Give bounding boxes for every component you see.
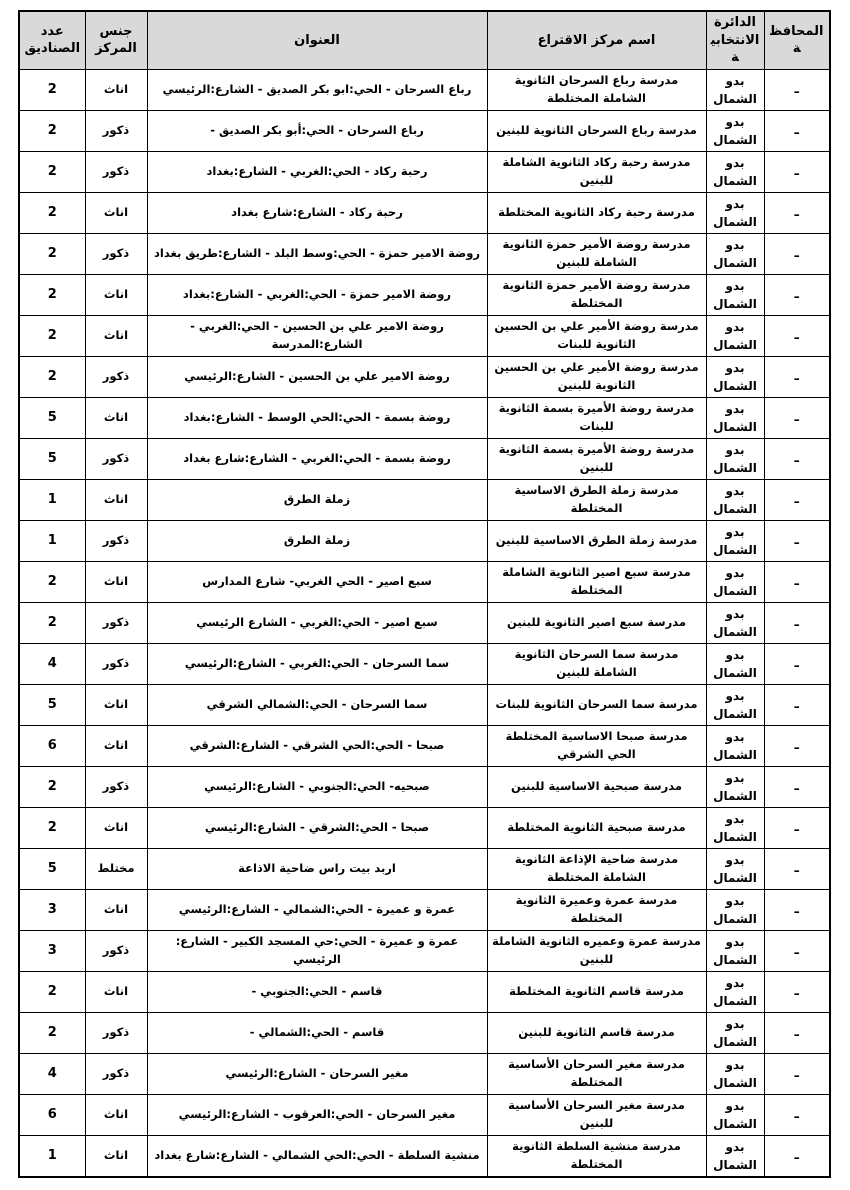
cell-district: بدو الشمال xyxy=(706,889,764,930)
header-row xyxy=(19,11,830,69)
cell-boxes-count: 2 xyxy=(19,274,85,315)
table-row xyxy=(19,561,830,602)
table-row xyxy=(19,69,830,110)
cell-district: بدو الشمال xyxy=(706,110,764,151)
table-row xyxy=(19,438,830,479)
cell-gender: ذكور xyxy=(85,438,147,479)
cell-center-name: مدرسة صبحا الاساسية المختلطة الحي الشرقي xyxy=(487,725,706,766)
table-row xyxy=(19,520,830,561)
cell-governorate: ـ xyxy=(764,643,830,684)
cell-gender: اناث xyxy=(85,889,147,930)
cell-center-name: مدرسة روضة الأمير حمزة الثانوية الشاملة للبنين xyxy=(487,233,706,274)
cell-center-name: مدرسة روضة الأمير علي بن الحسين الثانوية للبنات xyxy=(487,315,706,356)
cell-district: بدو الشمال xyxy=(706,684,764,725)
table-row xyxy=(19,930,830,971)
cell-address: قاسم - الحي:الجنوبي - xyxy=(147,971,487,1012)
cell-boxes-count: 2 xyxy=(19,356,85,397)
table-row xyxy=(19,889,830,930)
table-row xyxy=(19,233,830,274)
cell-boxes-count: 2 xyxy=(19,602,85,643)
table-row xyxy=(19,192,830,233)
cell-center-name: مدرسة روضة الأميرة بسمة الثانوية للبنات xyxy=(487,397,706,438)
cell-governorate: ـ xyxy=(764,684,830,725)
cell-gender: ذكور xyxy=(85,520,147,561)
cell-boxes-count: 2 xyxy=(19,807,85,848)
table-row xyxy=(19,1094,830,1135)
cell-center-name: مدرسة صبحية الثانوية المختلطة xyxy=(487,807,706,848)
cell-district: بدو الشمال xyxy=(706,930,764,971)
cell-address: روضة الامير علي بن الحسين - الشارع:الرئيسي xyxy=(147,356,487,397)
cell-governorate: ـ xyxy=(764,315,830,356)
column-header-center-name: اسم مركز الاقتراع xyxy=(487,11,706,69)
polling-centers-table xyxy=(18,10,831,1178)
cell-governorate: ـ xyxy=(764,930,830,971)
cell-center-name: مدرسة روضة الأمير حمزة الثانوية المختلطة xyxy=(487,274,706,315)
cell-boxes-count: 2 xyxy=(19,766,85,807)
cell-address: روضة بسمة - الحي:الغربي - الشارع:شارع بغداد xyxy=(147,438,487,479)
cell-gender: مختلط xyxy=(85,848,147,889)
cell-address: زملة الطرق xyxy=(147,479,487,520)
cell-gender: ذكور xyxy=(85,602,147,643)
cell-center-name: مدرسة سما السرحان الثانوية للبنات xyxy=(487,684,706,725)
cell-address: زملة الطرق xyxy=(147,520,487,561)
cell-center-name: مدرسة مغير السرحان الأساسية للبنين xyxy=(487,1094,706,1135)
table-row xyxy=(19,356,830,397)
cell-governorate: ـ xyxy=(764,1135,830,1177)
cell-governorate: ـ xyxy=(764,356,830,397)
cell-boxes-count: 6 xyxy=(19,1094,85,1135)
cell-center-name: مدرسة روضة الأمير علي بن الحسين الثانوية للبنين xyxy=(487,356,706,397)
cell-district: بدو الشمال xyxy=(706,438,764,479)
cell-address: سما السرحان - الحي:الشمالي الشرقي xyxy=(147,684,487,725)
cell-district: بدو الشمال xyxy=(706,1053,764,1094)
table-row xyxy=(19,274,830,315)
cell-gender: ذكور xyxy=(85,766,147,807)
cell-address: رحبة ركاد - الحي:الغربي - الشارع:بغداد xyxy=(147,151,487,192)
cell-governorate: ـ xyxy=(764,397,830,438)
cell-center-name: مدرسة زملة الطرق الاساسية للبنين xyxy=(487,520,706,561)
table-header xyxy=(19,11,830,69)
column-header-gender: جنس المركز xyxy=(85,11,147,69)
cell-governorate: ـ xyxy=(764,192,830,233)
cell-boxes-count: 5 xyxy=(19,438,85,479)
cell-boxes-count: 5 xyxy=(19,684,85,725)
cell-center-name: مدرسة سبع اصير الثانوية الشاملة المختلطة xyxy=(487,561,706,602)
cell-center-name: مدرسة منشية السلطة الثانوية المختلطة xyxy=(487,1135,706,1177)
cell-district: بدو الشمال xyxy=(706,848,764,889)
cell-boxes-count: 3 xyxy=(19,889,85,930)
cell-center-name: مدرسة سبع اصير الثانوية للبنين xyxy=(487,602,706,643)
cell-address: مغير السرحان - الشارع:الرئيسي xyxy=(147,1053,487,1094)
cell-governorate: ـ xyxy=(764,725,830,766)
cell-governorate: ـ xyxy=(764,848,830,889)
cell-governorate: ـ xyxy=(764,561,830,602)
cell-gender: اناث xyxy=(85,725,147,766)
cell-governorate: ـ xyxy=(764,520,830,561)
cell-boxes-count: 4 xyxy=(19,643,85,684)
cell-gender: اناث xyxy=(85,684,147,725)
cell-center-name: مدرسة رباع السرحان الثانوية الشاملة المختلطة xyxy=(487,69,706,110)
cell-address: روضة بسمة - الحي:الحي الوسط - الشارع:بغداد xyxy=(147,397,487,438)
table-row xyxy=(19,1053,830,1094)
column-header-governorate: المحافظة xyxy=(764,11,830,69)
table-row xyxy=(19,397,830,438)
cell-center-name: مدرسة رباع السرحان الثانوية للبنين xyxy=(487,110,706,151)
cell-boxes-count: 1 xyxy=(19,520,85,561)
cell-address: سبع اصير - الحي الغربي- شارع المدارس xyxy=(147,561,487,602)
cell-boxes-count: 6 xyxy=(19,725,85,766)
cell-district: بدو الشمال xyxy=(706,192,764,233)
table-row xyxy=(19,315,830,356)
cell-boxes-count: 2 xyxy=(19,151,85,192)
cell-district: بدو الشمال xyxy=(706,1135,764,1177)
cell-district: بدو الشمال xyxy=(706,520,764,561)
cell-gender: اناث xyxy=(85,397,147,438)
cell-gender: اناث xyxy=(85,192,147,233)
cell-gender: ذكور xyxy=(85,356,147,397)
table-row xyxy=(19,643,830,684)
table-row xyxy=(19,602,830,643)
cell-governorate: ـ xyxy=(764,233,830,274)
cell-district: بدو الشمال xyxy=(706,1094,764,1135)
cell-gender: اناث xyxy=(85,69,147,110)
cell-boxes-count: 2 xyxy=(19,315,85,356)
cell-governorate: ـ xyxy=(764,151,830,192)
cell-governorate: ـ xyxy=(764,807,830,848)
cell-district: بدو الشمال xyxy=(706,971,764,1012)
cell-gender: اناث xyxy=(85,1094,147,1135)
table-row xyxy=(19,684,830,725)
cell-governorate: ـ xyxy=(764,1053,830,1094)
cell-address: منشية السلطة - الحي:الحي الشمالي - الشارع:شارع بغداد xyxy=(147,1135,487,1177)
table-row xyxy=(19,1012,830,1053)
cell-boxes-count: 5 xyxy=(19,397,85,438)
cell-center-name: مدرسة عمرة وعميرة الثانوية المختلطة xyxy=(487,889,706,930)
cell-gender: ذكور xyxy=(85,1053,147,1094)
table-row xyxy=(19,807,830,848)
cell-address: رحبة ركاد - الشارع:شارع بغداد xyxy=(147,192,487,233)
cell-address: روضة الامير علي بن الحسين - الحي:الغربي - الشارع:المدرسة xyxy=(147,315,487,356)
cell-governorate: ـ xyxy=(764,69,830,110)
cell-boxes-count: 5 xyxy=(19,848,85,889)
cell-center-name: مدرسة قاسم الثانوية للبنين xyxy=(487,1012,706,1053)
cell-boxes-count: 4 xyxy=(19,1053,85,1094)
table-row xyxy=(19,971,830,1012)
cell-governorate: ـ xyxy=(764,438,830,479)
cell-district: بدو الشمال xyxy=(706,643,764,684)
cell-boxes-count: 2 xyxy=(19,69,85,110)
cell-center-name: مدرسة ضاحية الإذاعة الثانوية الشاملة المختلطة xyxy=(487,848,706,889)
cell-boxes-count: 1 xyxy=(19,479,85,520)
cell-gender: ذكور xyxy=(85,930,147,971)
cell-district: بدو الشمال xyxy=(706,233,764,274)
cell-address: رباع السرحان - الحي:أبو بكر الصديق - xyxy=(147,110,487,151)
cell-address: اربد بيت راس ضاحية الاذاعة xyxy=(147,848,487,889)
cell-governorate: ـ xyxy=(764,971,830,1012)
cell-address: عمرة و عميرة - الحي:حي المسجد الكبير - الشارع: الرئيسي xyxy=(147,930,487,971)
cell-address: روضة الامير حمزة - الحي:الغربي - الشارع:بغداد xyxy=(147,274,487,315)
cell-district: بدو الشمال xyxy=(706,397,764,438)
cell-address: سما السرحان - الحي:الغربي - الشارع:الرئيسي xyxy=(147,643,487,684)
cell-boxes-count: 2 xyxy=(19,110,85,151)
cell-boxes-count: 2 xyxy=(19,971,85,1012)
table-row xyxy=(19,1135,830,1177)
cell-center-name: مدرسة مغير السرحان الأساسية المختلطة xyxy=(487,1053,706,1094)
cell-district: بدو الشمال xyxy=(706,561,764,602)
cell-center-name: مدرسة سما السرحان الثانوية الشاملة للبنين xyxy=(487,643,706,684)
cell-gender: ذكور xyxy=(85,1012,147,1053)
cell-address: قاسم - الحي:الشمالي - xyxy=(147,1012,487,1053)
cell-gender: اناث xyxy=(85,274,147,315)
cell-district: بدو الشمال xyxy=(706,69,764,110)
cell-address: مغير السرحان - الحي:العرقوب - الشارع:الرئيسي xyxy=(147,1094,487,1135)
cell-district: بدو الشمال xyxy=(706,807,764,848)
cell-boxes-count: 2 xyxy=(19,233,85,274)
column-header-district: الدائرة الانتخابية xyxy=(706,11,764,69)
cell-gender: اناث xyxy=(85,479,147,520)
cell-address: رباع السرحان - الحي:ابو بكر الصديق - الشارع:الرئيسي xyxy=(147,69,487,110)
cell-gender: اناث xyxy=(85,561,147,602)
cell-governorate: ـ xyxy=(764,1012,830,1053)
cell-boxes-count: 2 xyxy=(19,1012,85,1053)
table-row xyxy=(19,479,830,520)
cell-governorate: ـ xyxy=(764,602,830,643)
cell-governorate: ـ xyxy=(764,274,830,315)
table-row xyxy=(19,110,830,151)
cell-governorate: ـ xyxy=(764,1094,830,1135)
cell-address: روضة الامير حمزة - الحي:وسط البلد - الشارع:طريق بغداد xyxy=(147,233,487,274)
cell-address: صبحا - الحي:الحي الشرقي - الشارع:الشرقي xyxy=(147,725,487,766)
cell-district: بدو الشمال xyxy=(706,274,764,315)
cell-address: سبع اصير - الحي:الغربي - الشارع الرئيسي xyxy=(147,602,487,643)
cell-address: عمرة و عميرة - الحي:الشمالي - الشارع:الرئيسي xyxy=(147,889,487,930)
cell-gender: اناث xyxy=(85,971,147,1012)
cell-center-name: مدرسة روضة الأميرة بسمة الثانوية للبنين xyxy=(487,438,706,479)
cell-gender: اناث xyxy=(85,315,147,356)
cell-district: بدو الشمال xyxy=(706,1012,764,1053)
cell-boxes-count: 1 xyxy=(19,1135,85,1177)
cell-district: بدو الشمال xyxy=(706,356,764,397)
cell-governorate: ـ xyxy=(764,889,830,930)
cell-boxes-count: 2 xyxy=(19,561,85,602)
cell-gender: ذكور xyxy=(85,233,147,274)
table-row xyxy=(19,766,830,807)
cell-address: صبحيه- الحي:الجنوبي - الشارع:الرئيسي xyxy=(147,766,487,807)
cell-district: بدو الشمال xyxy=(706,315,764,356)
table-body xyxy=(19,69,830,1177)
cell-governorate: ـ xyxy=(764,766,830,807)
cell-center-name: مدرسة عمرة وعميره الثانوية الشاملة للبنين xyxy=(487,930,706,971)
cell-gender: اناث xyxy=(85,807,147,848)
cell-gender: ذكور xyxy=(85,151,147,192)
table-row xyxy=(19,725,830,766)
cell-district: بدو الشمال xyxy=(706,602,764,643)
cell-district: بدو الشمال xyxy=(706,151,764,192)
column-header-boxes-count: عدد الصناديق xyxy=(19,11,85,69)
cell-gender: ذكور xyxy=(85,643,147,684)
cell-center-name: مدرسة قاسم الثانوية المختلطة xyxy=(487,971,706,1012)
cell-center-name: مدرسة رحبة ركاد الثانوية المختلطة xyxy=(487,192,706,233)
cell-gender: اناث xyxy=(85,1135,147,1177)
table-row xyxy=(19,848,830,889)
column-header-address: العنوان xyxy=(147,11,487,69)
cell-center-name: مدرسة صبحية الاساسية للبنين xyxy=(487,766,706,807)
cell-address: صبحا - الحي:الشرقي - الشارع:الرئيسي xyxy=(147,807,487,848)
cell-center-name: مدرسة زملة الطرق الاساسية المختلطة xyxy=(487,479,706,520)
cell-boxes-count: 2 xyxy=(19,192,85,233)
cell-governorate: ـ xyxy=(764,110,830,151)
cell-district: بدو الشمال xyxy=(706,479,764,520)
cell-center-name: مدرسة رحبة ركاد الثانوية الشاملة للبنين xyxy=(487,151,706,192)
cell-district: بدو الشمال xyxy=(706,725,764,766)
cell-gender: ذكور xyxy=(85,110,147,151)
cell-district: بدو الشمال xyxy=(706,766,764,807)
cell-boxes-count: 3 xyxy=(19,930,85,971)
table-row xyxy=(19,151,830,192)
cell-governorate: ـ xyxy=(764,479,830,520)
